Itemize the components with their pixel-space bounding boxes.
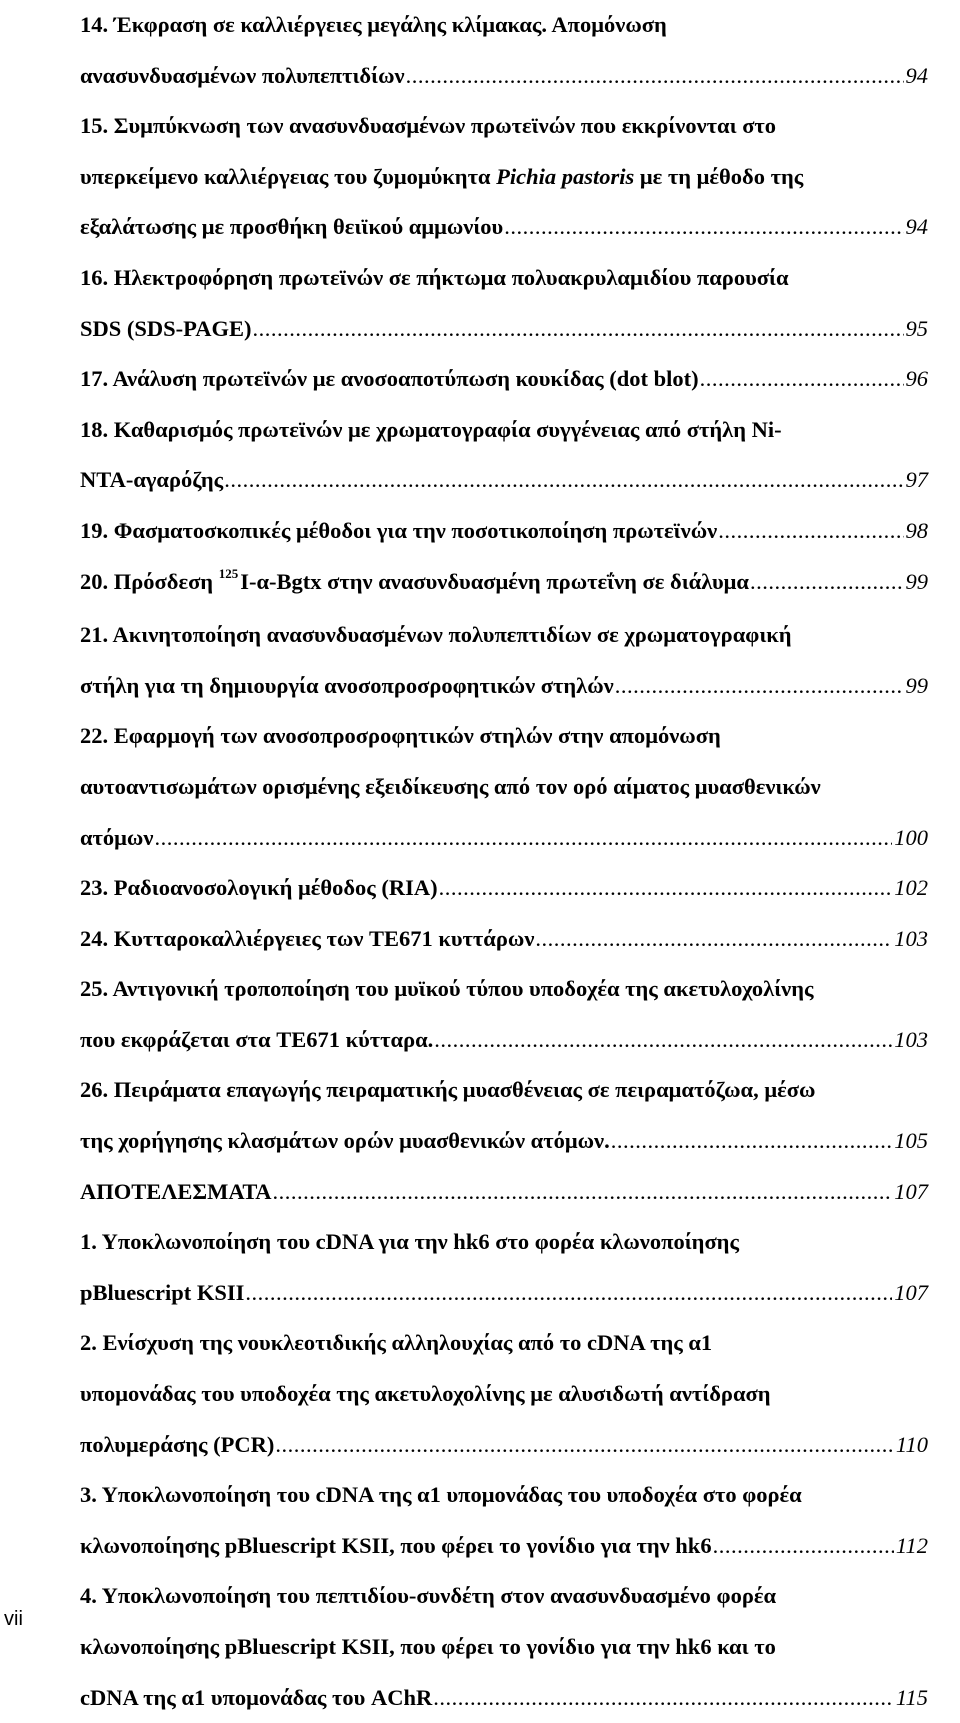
dot-leader	[439, 863, 893, 914]
toc-entry-prefix: 20. Πρόσδεση	[80, 568, 219, 594]
toc-entry-text: SDS (SDS-PAGE)	[80, 315, 252, 341]
toc-entry-line: 2. Ενίσχυση της νουκλεοτιδικής αλληλουχίας από το cDNA της α1	[80, 1330, 713, 1356]
toc-page-number: 95	[905, 315, 928, 341]
toc-page-number: 110	[895, 1431, 928, 1457]
toc-entry-text: υπερκείμενο καλλιέργειας του ζυμομύκητα	[80, 163, 497, 189]
toc-entry-20[interactable]	[80, 557, 928, 611]
isotope-superscript: 125	[218, 565, 239, 581]
toc-entry-last-line	[80, 304, 928, 355]
toc-page-number: 103	[894, 1026, 928, 1052]
toc-entry-25[interactable]	[80, 964, 928, 1065]
toc-entry-text: NTA-αγαρόζης	[80, 467, 224, 493]
dot-leader	[245, 1268, 892, 1319]
toc-entry-text: στήλη για τη δημιουργία ανοσοπροσροφητικών στηλών	[80, 672, 614, 698]
toc-entry-18[interactable]	[80, 405, 928, 506]
toc-entry-r3[interactable]	[80, 1470, 928, 1571]
toc-entry-text: εξαλάτωσης με προσθήκη θειϊκού αμμωνίου	[80, 214, 504, 240]
toc-page-number: 97	[905, 467, 928, 493]
toc-page-number: 112	[895, 1532, 928, 1558]
toc-entry-text: ατόμων	[80, 824, 154, 850]
dot-leader	[750, 557, 904, 608]
toc-page-number: 99	[905, 672, 928, 698]
toc-entry-text: κλωνοποίησης pBluescript KSII, που φέρει το γονίδιο για την hk6	[80, 1532, 712, 1558]
toc-entry-22[interactable]	[80, 711, 928, 863]
toc-page-number: 99	[905, 568, 928, 594]
toc-entry-last-line	[80, 506, 928, 557]
toc-entry-17[interactable]	[80, 354, 928, 405]
toc-entry-last-line	[80, 1015, 928, 1066]
toc-entry-r2[interactable]	[80, 1318, 928, 1470]
toc-entry-line: 1. Υποκλωνοποίηση του cDNA για την hk6 στο φορέα κλωνοποίησης	[80, 1229, 739, 1255]
toc-entry-line	[80, 152, 928, 203]
toc-entry-line: 4. Υποκλωνοποίηση του πεπτιδίου-συνδέτη στον ανασυνδυασμένο φορέα	[80, 1583, 777, 1609]
toc-entry-r4[interactable]	[80, 1571, 928, 1723]
toc-entry-r1[interactable]	[80, 1217, 928, 1318]
toc-entry-14[interactable]	[80, 0, 928, 101]
toc-page-number: 96	[905, 366, 928, 392]
toc-entry-last-line	[80, 1521, 928, 1572]
toc-page-number: 107	[894, 1279, 928, 1305]
toc-page-number: 107	[894, 1178, 928, 1204]
toc-entry-24[interactable]	[80, 914, 928, 965]
toc-entry-line: 15. Συμπύκνωση των ανασυνδυασμένων πρωτεϊνών που εκκρίνονται στο	[80, 113, 777, 139]
toc-entry-last-line	[80, 455, 928, 506]
toc-entry-text: cDNA της α1 υπομονάδας του AChR	[80, 1684, 433, 1710]
dot-leader	[272, 1167, 892, 1218]
toc-entry-line: αυτοαντισωμάτων ορισμένης εξειδίκευσης από τον ορό αίματος μυασθενικών	[80, 773, 821, 799]
toc-entry-last-line	[80, 863, 928, 914]
toc-entry-line: 25. Αντιγονική τροποποίηση του μυϊκού τύπου υποδοχέα της ακετυλοχολίνης	[80, 976, 814, 1002]
toc-entry-last-line	[80, 914, 928, 965]
toc-entry-last-line	[80, 1673, 928, 1723]
toc-entry-21[interactable]	[80, 610, 928, 711]
toc-entry-text: 17. Ανάλυση πρωτεϊνών με ανοσοαποτύπωση κουκίδας (dot blot)	[80, 366, 699, 392]
toc-entry-text: πολυμεράσης (PCR)	[80, 1431, 275, 1457]
dot-leader	[434, 1015, 892, 1066]
dot-leader	[615, 661, 904, 712]
toc-page-number: 100	[894, 824, 928, 850]
dot-leader	[713, 1521, 894, 1572]
toc-entry-text: 24. Κυτταροκαλλιέργειες των TE671 κυττάρων	[80, 925, 535, 951]
toc-entry-text: με τη μέθοδο της	[634, 163, 804, 189]
toc-entry-19[interactable]	[80, 506, 928, 557]
toc-entry-text: 19. Φασματοσκοπικές μέθοδοι για την ποσοτικοποίηση πρωτεϊνών	[80, 517, 718, 543]
toc-entry-line: 3. Υποκλωνοποίηση του cDNA της α1 υπομονάδας του υποδοχέα στο φορέα	[80, 1482, 802, 1508]
toc-page-number: 105	[894, 1128, 928, 1154]
dot-leader	[154, 813, 892, 864]
toc-entry-last-line	[80, 557, 928, 611]
toc-entry-26[interactable]	[80, 1065, 928, 1166]
toc-entry-last-line	[80, 1116, 928, 1167]
toc-page-number: 98	[905, 517, 928, 543]
toc-page-number: 103	[894, 925, 928, 951]
toc-entry-last-line	[80, 1420, 928, 1471]
toc-entry-last-line	[80, 354, 928, 405]
toc-page-number: 94	[905, 214, 928, 240]
toc-entry-last-line	[80, 202, 928, 253]
toc-entry-last-line	[80, 813, 928, 864]
toc-entry-text: I-α-Bgtx στην ανασυνδυασμένη πρωτεΐνη σε διάλυμα	[240, 568, 749, 594]
toc-entry-line: 16. Ηλεκτροφόρηση πρωτεϊνών σε πήκτωμα πολυακρυλαμιδίου παρουσία	[80, 264, 789, 290]
toc-entry-last-line	[80, 51, 928, 102]
toc-entry-line: υπομονάδας του υποδοχέα της ακετυλοχολίνης με αλυσιδωτή αντίδραση	[80, 1381, 771, 1407]
dot-leader	[611, 1116, 893, 1167]
toc-entry-15[interactable]	[80, 101, 928, 253]
dot-leader	[253, 304, 904, 355]
toc-section-heading: ΑΠΟΤΕΛΕΣΜΑΤΑ	[80, 1178, 272, 1204]
toc-page-number: 115	[895, 1684, 928, 1710]
toc-entry-text: που εκφράζεται στα TE671 κύτταρα.	[80, 1026, 434, 1052]
dot-leader	[433, 1673, 894, 1723]
dot-leader	[700, 354, 904, 405]
toc-entry-text: pBluescript KSII	[80, 1279, 245, 1305]
toc-entry-line: 21. Ακινητοποίηση ανασυνδυασμένων πολυπεπτιδίων σε χρωματογραφική	[80, 622, 792, 648]
toc-entry-last-line	[80, 1167, 928, 1218]
toc-entry-text: ανασυνδυασμένων πολυπεπτιδίων	[80, 62, 405, 88]
dot-leader	[275, 1420, 894, 1471]
toc-entry-16[interactable]	[80, 253, 928, 354]
toc-entry-last-line	[80, 1268, 928, 1319]
toc-entry-line: 22. Εφαρμογή των ανοσοπροσροφητικών στηλών στην απομόνωση	[80, 723, 721, 749]
toc-entry-line: 18. Καθαρισμός πρωτεϊνών με χρωματογραφία συγγένειας από στήλη Ni-	[80, 416, 782, 442]
dot-leader	[224, 455, 903, 506]
toc-entry-line: 26. Πειράματα επαγωγής πειραματικής μυασθένειας σε πειραματόζωα, μέσω	[80, 1077, 816, 1103]
toc-entry-text	[80, 557, 749, 611]
toc-entry-results[interactable]	[80, 1167, 928, 1218]
toc-entry-text: της χορήγησης κλασμάτων ορών μυασθενικών ατόμων.	[80, 1128, 610, 1154]
dot-leader	[406, 51, 904, 102]
toc-page-number: 94	[905, 62, 928, 88]
toc-entry-line: κλωνοποίησης pBluescript KSII, που φέρει το γονίδιο για την hk6 και το	[80, 1634, 776, 1659]
page-number: vii	[4, 1608, 23, 1630]
dot-leader	[504, 202, 903, 253]
dot-leader	[718, 506, 903, 557]
toc-entry-text: 23. Ραδιοανοσολογική μέθοδος (RIA)	[80, 875, 438, 901]
table-of-contents	[80, 0, 928, 1723]
toc-entry-line: 14. Έκφραση σε καλλιέργειες μεγάλης κλίμακας. Απομόνωση	[80, 12, 667, 37]
species-name: Pichia pastoris	[496, 163, 635, 189]
toc-page-number: 102	[894, 875, 928, 901]
toc-entry-last-line	[80, 661, 928, 712]
toc-entry-23[interactable]	[80, 863, 928, 914]
dot-leader	[535, 914, 892, 965]
